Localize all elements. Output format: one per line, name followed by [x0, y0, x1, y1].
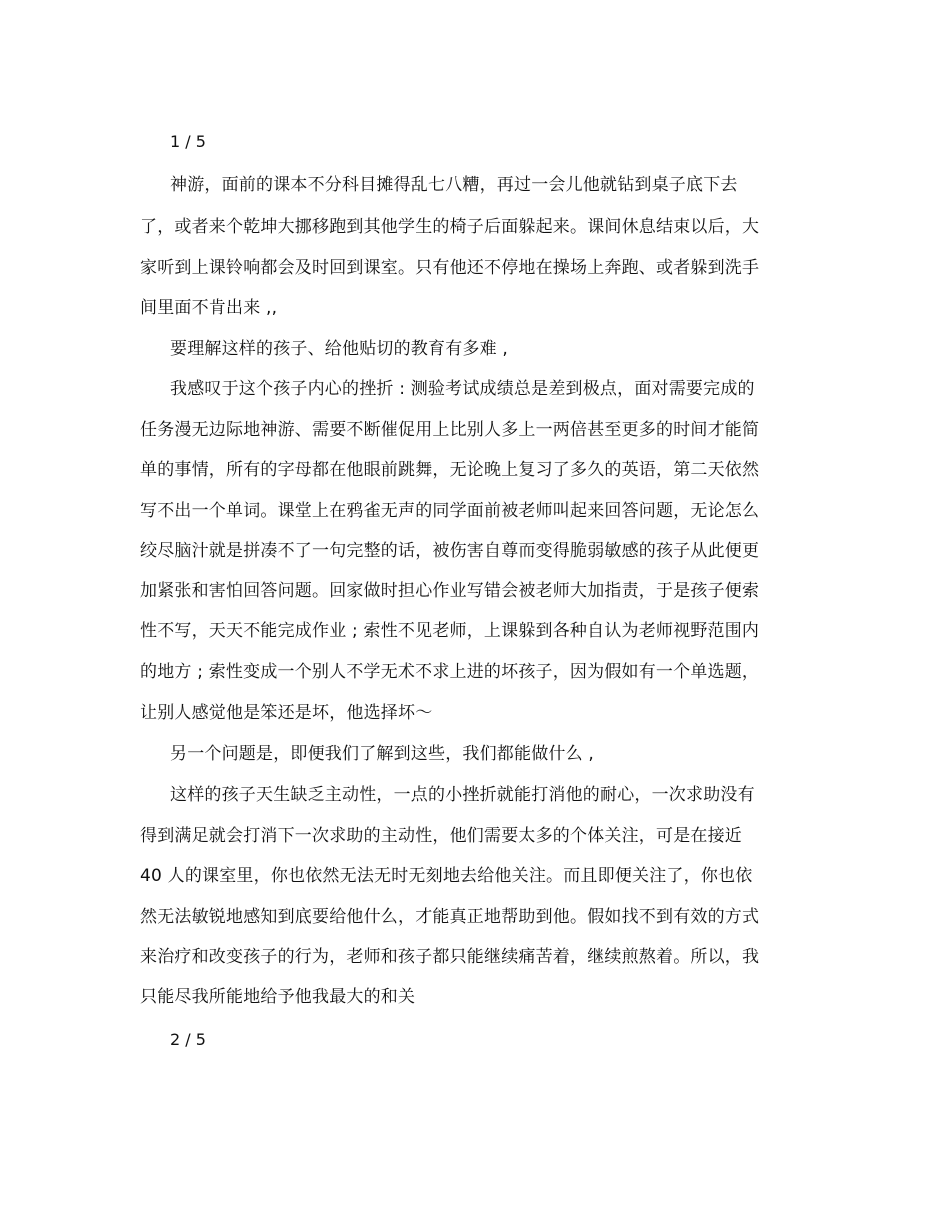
paragraph-line: 任务漫无边际地神游、需要不断催促用上比别人多上一两倍甚至更多的时间才能简: [140, 420, 760, 440]
paragraph-line: 得到满足就会打消下一次求助的主动性，他们需要太多的个体关注，可是在接近: [140, 826, 742, 846]
paragraph-line: 来治疗和改变孩子的行为，老师和孩子都只能继续痛苦着，继续煎熬着。所以，我: [140, 947, 760, 967]
paragraph-line: 单的事情，所有的字母都在他眼前跳舞，无论晚上复习了多久的英语，第二天依然: [140, 460, 760, 480]
paragraph-line: 神游，面前的课本不分科目摊得乱七八糟，再过一会儿他就钻到桌子底下去: [170, 175, 738, 195]
paragraph-line: 我感叹于这个孩子内心的挫折 : 测验考试成绩总是差到极点，面对需要完成的: [170, 379, 755, 399]
paragraph-line: 间里面不肯出来 ,,: [140, 298, 278, 318]
paragraph-line: 只能尽我所能地给予他我最大的和关: [140, 987, 416, 1007]
paragraph-line: 写不出一个单词。课堂上在鸦雀无声的同学面前被老师叫起来回答问题，无论怎么: [140, 501, 760, 521]
paragraph-line: 这样的孩子天生缺乏主动性，一点的小挫折就能打消他的耐心，一次求助没有: [170, 785, 755, 805]
paragraph-line: 让别人感觉他是笨还是坏，他选择坏～: [140, 703, 433, 723]
paragraph-line: 了，或者来个乾坤大挪移跑到其他学生的椅子后面躲起来。课间休息结束以后，大: [140, 217, 760, 237]
page-marker-2: 2 / 5: [170, 1030, 206, 1049]
paragraph-line: 家听到上课铃响都会及时回到课室。只有他还不停地在操场上奔跑、或者躲到洗手: [140, 258, 760, 278]
paragraph-line: 要理解这样的孩子、给他贴切的教育有多难 ,: [170, 339, 509, 359]
paragraph-line: 性不写，天天不能完成作业 ; 索性不见老师，上课躲到各种自认为老师视野范围内: [140, 621, 760, 641]
paragraph-line: 40 人的课室里，你也依然无法无时无刻地去给他关注。而且即便关注了，你也依: [140, 866, 753, 886]
page-marker-1: 1 / 5: [170, 132, 206, 151]
paragraph-line: 另一个问题是，即便我们了解到这些，我们都能做什么 ,: [170, 744, 595, 764]
paragraph-line: 绞尽脑汁就是拼凑不了一句完整的话，被伤害自尊而变得脆弱敏感的孩子从此便更: [140, 541, 760, 561]
paragraph-line: 的地方 ; 索性变成一个别人不学无术不求上进的坏孩子，因为假如有一个单选题，: [140, 662, 760, 682]
paragraph-line: 加紧张和害怕回答问题。回家做时担心作业写错会被老师大加指责，于是孩子便索: [140, 581, 760, 601]
paragraph-line: 然无法敏锐地感知到底要给他什么，才能真正地帮助到他。假如找不到有效的方式: [140, 907, 760, 927]
